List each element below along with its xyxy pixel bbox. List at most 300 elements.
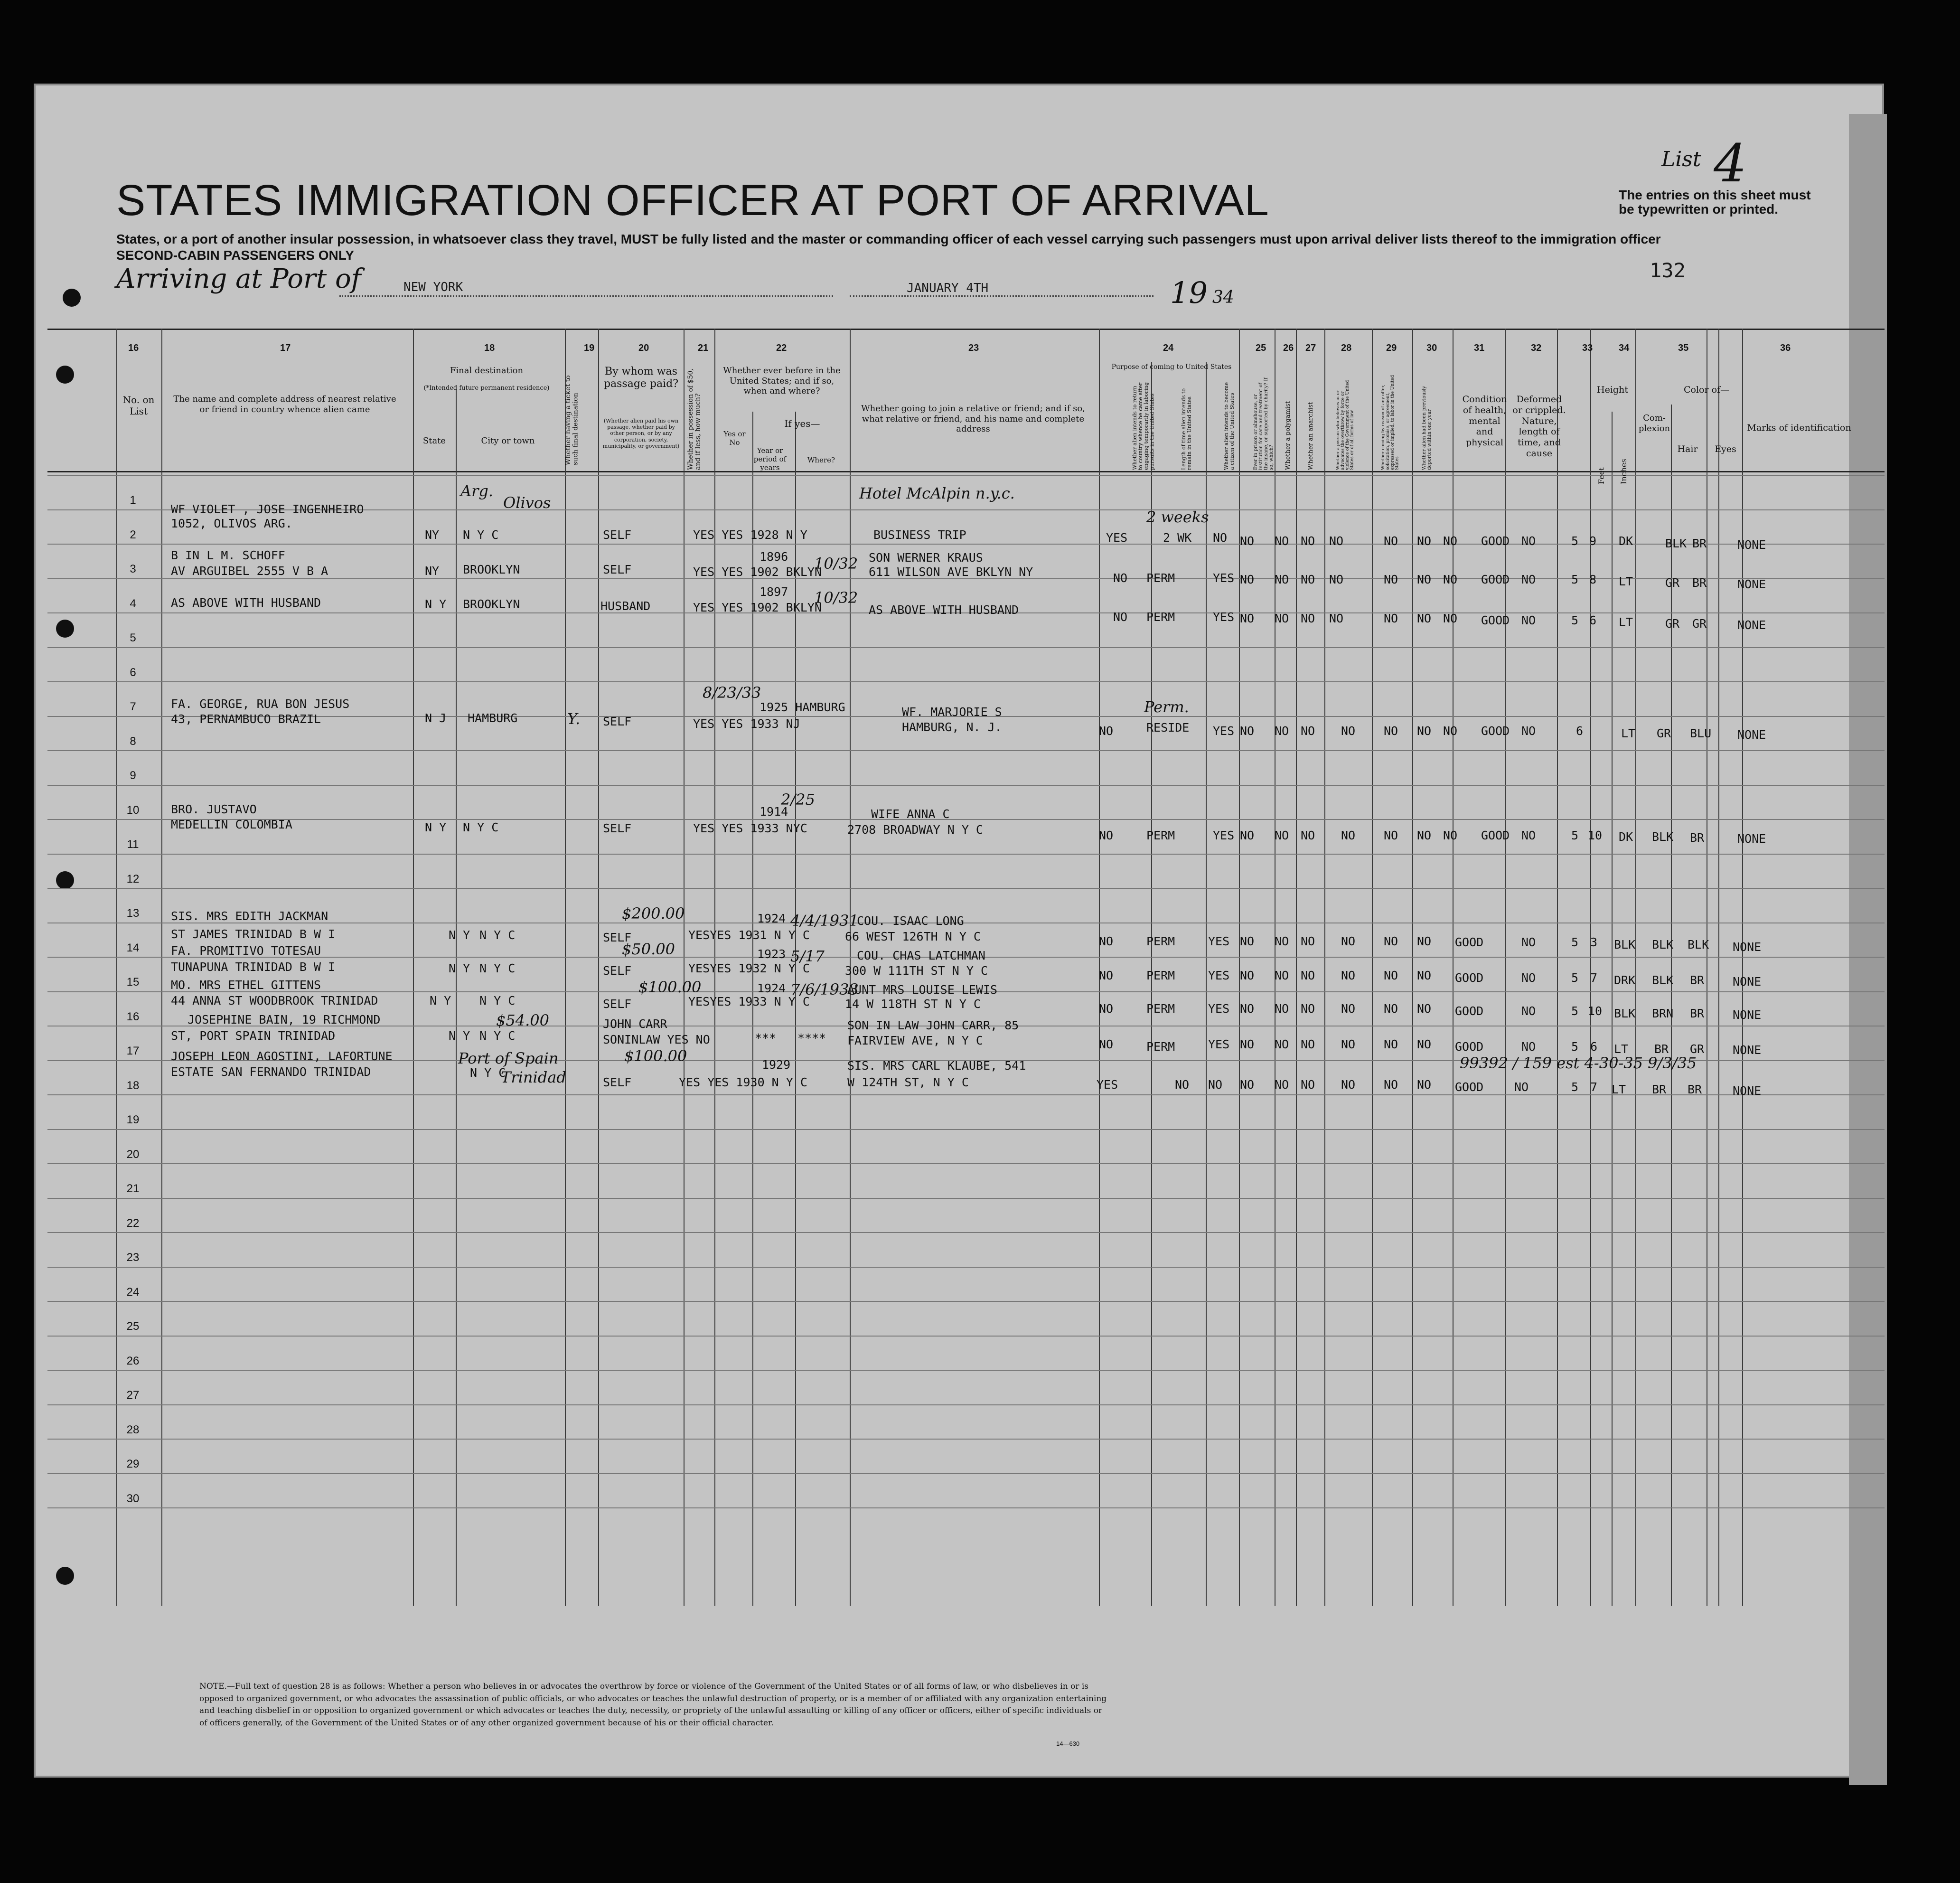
typed-entry: NO (1417, 934, 1432, 948)
header-instructions: States, or a port of another insular possession, in whatsoever class they travel, MUST be fully listed and the master or commanding officer of each vessel carrying such passengers must upon arrival deliver lists thereof to the immigration officer (116, 232, 1661, 246)
col-header-final-destination-note: (*Intended future permanent residence) (423, 385, 550, 392)
row-line (47, 1301, 1885, 1302)
handwritten-annotation: 10/32 (814, 555, 858, 573)
typed-entry: YES (1213, 724, 1235, 738)
typed-entry: NO (1240, 934, 1255, 948)
typed-entry: N Y (425, 597, 447, 611)
col-num-22: 22 (776, 343, 787, 353)
typed-entry: PERM (1146, 829, 1175, 842)
typed-entry: NO (1275, 612, 1289, 625)
typed-entry: NO (1417, 1037, 1432, 1051)
typed-entry: NO (1301, 1078, 1315, 1092)
typed-entry: GOOD (1455, 935, 1484, 949)
typed-entry: 1923 (757, 947, 786, 961)
handwritten-annotation: Olivos (503, 494, 551, 512)
typed-entry: HAMBURG (468, 711, 518, 725)
col-num-32: 32 (1531, 343, 1542, 353)
typed-entry: N Y C (479, 994, 516, 1007)
typed-entry: NO (1341, 829, 1356, 842)
handwritten-annotation: 2/25 (781, 791, 815, 809)
col-num-30: 30 (1426, 343, 1437, 353)
typed-entry: BR (1654, 1042, 1669, 1056)
typed-entry: GOOD (1455, 1040, 1484, 1054)
row-line (47, 1163, 1885, 1164)
typed-entry: NO (1301, 1002, 1315, 1016)
typed-entry: HAMBURG, N. J. (902, 720, 1002, 734)
col-num-21: 21 (698, 343, 709, 353)
col-num-27: 27 (1305, 343, 1316, 353)
typed-entry: YES YES 1933 NYC (693, 821, 807, 835)
typed-entry: 5 (1571, 573, 1579, 586)
typed-entry: NO (1275, 934, 1289, 948)
typed-entry: 1924 (757, 981, 786, 995)
typed-entry: YES YES 1902 BKLYN (693, 565, 822, 579)
typed-entry: 9 (1589, 534, 1597, 548)
typed-entry: NO (1099, 969, 1114, 982)
typed-entry: PERM (1146, 934, 1175, 948)
typed-entry: GOOD (1455, 1080, 1484, 1094)
col-header-relative: The name and complete address of nearest relative or friend in country whence alien came (173, 394, 396, 414)
row-number: 8 (130, 734, 136, 748)
row-number: 30 (126, 1492, 140, 1505)
typed-entry: BR (1690, 973, 1705, 987)
typed-entry: PERM (1146, 969, 1175, 982)
typed-entry: SELF (603, 931, 632, 944)
col-header-return: Whether alien intends to return to country whence he came after engaging temporarily in laboring pursuits in the United States (1132, 382, 1155, 470)
typed-entry: NO (1301, 724, 1315, 738)
typed-entry: BUSINESS TRIP (873, 528, 966, 542)
col-num-26: 26 (1283, 343, 1294, 353)
typed-entry: NO (1384, 1002, 1398, 1016)
typed-entry: NO (1175, 1078, 1190, 1092)
typed-entry: NO (1384, 534, 1398, 548)
typed-entry: PERM (1146, 610, 1175, 624)
typed-entry: NONE (1733, 1084, 1762, 1098)
typed-entry: NO (1329, 573, 1344, 586)
col-header-deformed: Deformed or crippled. Nature, length of time, and cause (1512, 394, 1566, 459)
row-number: 19 (126, 1113, 140, 1126)
typed-entry: NO (1521, 1040, 1536, 1054)
typed-entry: JOSEPHINE BAIN, 19 RICHMOND (188, 1013, 381, 1026)
typed-entry: N Y C (463, 820, 499, 834)
typed-entry: NO (1384, 573, 1398, 586)
typed-entry: 5 (1571, 1040, 1579, 1054)
typed-entry: 1052, OLIVOS ARG. (171, 517, 292, 530)
typed-entry: *** (755, 1031, 777, 1045)
col-header-join-relative: Whether going to join a relative or friend; and if so, what relative or friend, and his name and complete address (861, 404, 1085, 434)
row-number: 20 (126, 1148, 140, 1161)
row-line (47, 750, 1885, 751)
col-header-passage-paid: By whom was passage paid? (603, 366, 679, 390)
row-number: 15 (126, 976, 140, 989)
row-number: 11 (127, 838, 139, 851)
typed-entry: 1897 (760, 585, 788, 599)
typed-entry: NO (1099, 1002, 1114, 1016)
typed-entry: NO (1417, 1002, 1432, 1016)
col-num-24: 24 (1163, 343, 1174, 353)
typed-entry: 5 (1571, 613, 1579, 627)
col-header-marks: Marks of identification (1747, 423, 1851, 433)
row-number: 28 (126, 1423, 140, 1436)
typed-entry: SONINLAW YES NO (603, 1033, 710, 1046)
typed-entry: WF. MARJORIE S (902, 705, 1002, 719)
typed-entry: GR (1665, 576, 1680, 590)
typed-entry: NONE (1737, 832, 1766, 846)
typed-entry: NO (1099, 934, 1114, 948)
punch-hole (63, 289, 81, 307)
form-number: 14—630 (1056, 1740, 1080, 1747)
typed-entry: NONE (1737, 538, 1766, 552)
row-number: 29 (126, 1458, 140, 1470)
typed-entry: NO (1443, 612, 1458, 625)
col-header-yes-no: Yes or No (723, 430, 746, 447)
typed-entry: GR (1692, 617, 1707, 631)
typed-entry: FAIRVIEW AVE, N Y C (847, 1034, 983, 1047)
typed-entry: NO (1443, 573, 1458, 586)
typed-entry: NO (1417, 969, 1432, 982)
row-number: 21 (126, 1182, 140, 1195)
typed-entry: NO (1301, 829, 1315, 842)
col-header-polygamist: Whether a polygamist (1285, 401, 1292, 470)
typed-entry: BR (1690, 831, 1705, 845)
typed-entry: 1896 (760, 550, 788, 564)
handwritten-annotation: $50.00 (622, 940, 675, 958)
col-header-purpose: Purpose of coming to United States (1111, 363, 1232, 371)
col-header-q28: Whether a person who believes in or advocates the overthrow by force or violence of the Government of the United States or of all forms of law (1336, 380, 1355, 470)
typed-entry: NO (1443, 829, 1458, 842)
typed-entry: BLK (1688, 938, 1709, 951)
port-line (339, 295, 833, 297)
typed-entry: NO (1521, 534, 1536, 548)
handwritten-annotation: $200.00 (622, 904, 685, 923)
row-number: 14 (126, 941, 140, 954)
typed-entry: YES YES 1930 N Y C (679, 1075, 807, 1089)
col-header-citizen: Whether alien intends to become a citizen of the United States (1223, 382, 1236, 470)
typed-entry: LT (1621, 726, 1636, 740)
col-num-34: 34 (1619, 343, 1630, 353)
typed-entry: BRN (1652, 1007, 1674, 1020)
typed-entry: ESTATE SAN FERNANDO TRINIDAD (171, 1065, 371, 1079)
col-num-20: 20 (638, 343, 649, 353)
typed-entry: YESYES 1931 N Y C (688, 928, 810, 942)
typed-entry: SON WERNER KRAUS (869, 551, 983, 565)
page-number: 132 (1650, 259, 1686, 282)
typed-entry: BROOKLYN (463, 563, 520, 576)
typed-entry: B IN L M. SCHOFF (171, 548, 285, 562)
typed-entry: 1924 (757, 912, 786, 925)
typed-entry: 2708 BROADWAY N Y C (847, 823, 983, 837)
col-header-where: Where? (807, 456, 835, 464)
typed-entry: NO (1384, 724, 1398, 738)
typed-entry: NO (1240, 1078, 1255, 1092)
col-num-18: 18 (484, 343, 495, 353)
typed-entry: HUSBAND (600, 599, 651, 613)
typed-entry: N Y (449, 961, 470, 975)
typed-entry: N Y C (479, 1029, 516, 1043)
handwritten-annotation: 10/32 (814, 589, 858, 607)
typed-entry: DK (1619, 830, 1633, 844)
typed-entry: BR (1688, 1083, 1702, 1096)
typed-entry: ST, PORT SPAIN TRINIDAD (171, 1029, 336, 1043)
typed-entry: 1929 (762, 1058, 791, 1072)
typed-entry: N Y (449, 1029, 470, 1043)
page-title: STATES IMMIGRATION OFFICER AT PORT OF ARRIVAL (116, 176, 1269, 225)
arrival-date: JANUARY 4TH (907, 281, 989, 295)
typed-entry: GOOD (1481, 829, 1510, 842)
typed-entry: NO (1417, 829, 1432, 842)
typed-entry: SIS. MRS EDITH JACKMAN (171, 909, 328, 923)
row-line (47, 854, 1885, 855)
row-number: 7 (130, 700, 136, 713)
typed-entry: BROOKLYN (463, 597, 520, 611)
typed-entry: GR (1665, 617, 1680, 631)
typed-entry: GOOD (1481, 613, 1510, 627)
typed-entry: YES (1213, 571, 1235, 585)
typed-entry: 66 WEST 126TH N Y C (845, 930, 981, 943)
typed-entry: COU. ISAAC LONG (857, 914, 964, 928)
typed-entry: BRO. JUSTAVO (171, 802, 257, 816)
row-line (47, 647, 1885, 648)
typed-entry: YES (1208, 969, 1230, 982)
typed-entry: NO (1521, 1004, 1536, 1018)
typed-entry: BLK (1652, 938, 1674, 951)
row-number: 1 (130, 494, 136, 507)
col-header-inches: Inches (1619, 459, 1628, 484)
typed-entry: SELF (603, 715, 632, 728)
typed-entry: NONE (1737, 618, 1766, 632)
typed-entry: NONE (1733, 940, 1762, 954)
typed-entry: NO (1417, 534, 1432, 548)
col-header-complexion: Com-plexion (1638, 413, 1670, 433)
typed-entry: NO (1384, 1037, 1398, 1051)
typed-entry: 7 (1590, 1080, 1598, 1094)
typed-entry: NO (1521, 573, 1536, 586)
row-line (47, 1404, 1885, 1405)
col-num-23: 23 (968, 343, 979, 353)
typed-entry: RESIDE (1146, 721, 1190, 734)
typed-entry: NO (1240, 1037, 1255, 1051)
handwritten-annotation: 5/17 (790, 947, 825, 965)
typed-entry: 1914 (760, 805, 788, 819)
row-number: 9 (130, 769, 136, 782)
typed-entry: BLK (1665, 537, 1687, 550)
typed-entry: NO (1240, 573, 1255, 586)
row-number: 27 (126, 1389, 140, 1402)
typed-entry: YESYES 1932 N Y C (688, 961, 810, 975)
header-class: SECOND-CABIN PASSENGERS ONLY (116, 248, 354, 263)
date-line (850, 295, 1153, 297)
typed-entry: 2 WK (1163, 531, 1192, 545)
typed-entry: JOHN CARR (603, 1017, 667, 1031)
typed-entry: BLK (1652, 830, 1674, 844)
typed-entry: NO (1521, 971, 1536, 985)
handwritten-annotation: Port of Spain (458, 1049, 559, 1067)
row-number: 3 (130, 563, 136, 575)
row-line (47, 888, 1885, 889)
typed-entry: LT (1619, 574, 1633, 588)
typed-entry: NO (1521, 829, 1536, 842)
typed-entry: NO (1275, 1078, 1289, 1092)
typed-entry: YES YES 1933 NJ (693, 717, 800, 731)
typed-entry: ST JAMES TRINIDAD B W I (171, 927, 336, 941)
typed-entry: NO (1208, 1078, 1223, 1092)
col-header-money: Whether in possession of $50, and if less, how much? (687, 368, 702, 470)
row-number: 16 (126, 1010, 140, 1023)
typed-entry: NO (1275, 534, 1289, 548)
typed-entry: AS ABOVE WITH HUSBAND (171, 596, 321, 610)
typed-entry: NY (425, 528, 440, 542)
handwritten-annotation: Trinidad (501, 1068, 566, 1086)
typed-entry: NO (1417, 1078, 1432, 1092)
typed-entry: 6 (1590, 1040, 1598, 1054)
typed-entry: 10 (1588, 829, 1603, 842)
typed-entry: PERM (1146, 1040, 1175, 1054)
list-number: 4 (1714, 133, 1747, 194)
typed-entry: NO (1384, 969, 1398, 982)
typed-entry: NO (1275, 1037, 1289, 1051)
typed-entry: NO (1301, 612, 1315, 625)
list-label: List (1661, 147, 1701, 171)
typed-entry: BR (1652, 1083, 1667, 1096)
typed-entry: NO (1341, 1037, 1356, 1051)
arrival-port: NEW YORK (403, 280, 463, 294)
col-header-final-destination: Final destination (450, 366, 524, 376)
typed-entry: 6 (1576, 724, 1584, 738)
typed-entry: SELF (603, 997, 632, 1011)
typed-entry: NO (1301, 934, 1315, 948)
col-header-color: Color of— (1683, 385, 1730, 395)
typed-entry: NO (1301, 1037, 1315, 1051)
col-header-passage-paid-note: (Whether alien paid his own passage, whether paid by other person, or by any corporation, society, municipality, or government) (602, 418, 680, 449)
typed-entry: GOOD (1481, 573, 1510, 586)
typed-entry: 5 (1571, 534, 1579, 548)
row-number: 4 (130, 597, 136, 610)
typed-entry: LT (1619, 615, 1633, 629)
handwritten-annotation: 8/23/33 (703, 684, 761, 702)
typed-entry: 44 ANNA ST WOODBROOK TRINIDAD (171, 994, 378, 1007)
handwritten-annotation: 2 weeks (1146, 508, 1209, 526)
handwritten-annotation: Hotel McAlpin n.y.c. (859, 484, 1015, 502)
typed-entry: 14 W 118TH ST N Y C (845, 997, 981, 1011)
typed-entry: NO (1213, 531, 1228, 545)
typed-entry: NO (1113, 610, 1128, 624)
typed-entry: NO (1329, 534, 1344, 548)
typed-entry: YES (1097, 1078, 1118, 1092)
row-number: 10 (126, 803, 140, 817)
col-header-prison: Ever in prison or almshouse, or institution for care and treatment of the insane, or supported by charity? If so, which? (1253, 377, 1274, 470)
typed-entry: NO (1275, 724, 1289, 738)
typed-entry: NO (1301, 573, 1315, 586)
row-number: 26 (126, 1354, 140, 1367)
row-line (47, 1094, 1885, 1095)
typed-entry: N Y (449, 928, 470, 942)
typed-entry: DRK (1614, 973, 1636, 987)
typed-entry: WIFE ANNA C (871, 807, 950, 821)
typed-entry: 5 (1571, 1004, 1579, 1018)
arriving-label: Arriving at Port of (116, 264, 361, 294)
typed-entry: NO (1099, 1037, 1114, 1051)
typed-entry: NO (1341, 724, 1356, 738)
typed-entry: GR (1690, 1042, 1705, 1056)
handwritten-annotation: 7/6/1933 (790, 980, 859, 998)
col-header-city: City or town (481, 436, 535, 446)
footnote-question-28: NOTE.—Full text of question 28 is as follows: Whether a person who believes in or advocates the overthrow by force or violence of the Government of the United States or of all forms of law, or who disbelieves in or is opposed to organized government, or who advocates the assassination of public officials, or who advocates or teaches the unlawful destruction of property, or is a member of or affiliated with any organization entertaining and teaching disbelief in or opposition to organized government or which advocates or teaches the duty, necessity, or propriety of the unlawful assaulting or killing of any officer or officers, either of specific individuals or of officers generally, of the Government of the United States or of any other organized government because of his or their official character. (199, 1682, 1107, 1728)
typed-entry: GOOD (1481, 534, 1510, 548)
typed-entry: SON IN LAW JOHN CARR, 85 (847, 1018, 1019, 1032)
typed-entry: YES (1208, 1037, 1230, 1051)
typed-entry: NO (1443, 534, 1458, 548)
typed-entry: NO (1521, 613, 1536, 627)
row-number: 22 (126, 1216, 140, 1230)
typed-entry: GOOD (1481, 724, 1510, 738)
typed-entry: N Y C (479, 961, 516, 975)
typed-entry: COU. CHAS LATCHMAN (857, 949, 985, 962)
typed-entry: 5 (1571, 829, 1579, 842)
typed-entry: SELF (603, 563, 632, 576)
row-line (47, 785, 1885, 786)
typed-entry: SELF (603, 964, 632, 978)
col-header-health: Condition of health, mental and physical (1462, 394, 1507, 448)
handwritten-annotation: $100.00 (638, 978, 702, 996)
typed-entry: TUNAPUNA TRINIDAD B W I (171, 960, 336, 974)
typed-entry: NO (1341, 1002, 1356, 1016)
typed-entry: FA. PROMITIVO TOTESAU (171, 944, 321, 958)
col-num-16: 16 (128, 343, 139, 353)
typed-entry: 611 WILSON AVE BKLYN NY (869, 565, 1033, 579)
typed-entry: LT (1614, 1042, 1629, 1056)
typewritten-note-1: The entries on this sheet must (1619, 188, 1811, 202)
typed-entry: BLK (1614, 1007, 1636, 1020)
col-header-if-yes: If yes— (784, 418, 820, 429)
typed-entry: PERM (1146, 1002, 1175, 1016)
typed-entry: JOSEPH LEON AGOSTINI, LAFORTUNE (171, 1049, 393, 1063)
typewritten-note-2: be typewritten or printed. (1619, 202, 1779, 217)
row-line (47, 1507, 1885, 1508)
typed-entry: MEDELLIN COLOMBIA (171, 818, 292, 831)
col-header-hair: Hair (1677, 444, 1698, 454)
typed-entry: BLK (1652, 973, 1674, 987)
row-line (47, 1198, 1885, 1199)
handwritten-annotation: Perm. (1144, 698, 1189, 716)
row-line (47, 1336, 1885, 1337)
typed-entry: BLU (1690, 726, 1712, 740)
handwritten-annotation: 4/4/1931 (790, 912, 859, 930)
typed-entry: 7 (1590, 971, 1598, 985)
typed-entry: NO (1275, 573, 1289, 586)
typed-entry: NONE (1733, 975, 1762, 989)
typed-entry: WF VIOLET , JOSE INGENHEIRO (171, 502, 364, 516)
typed-entry: NO (1240, 1002, 1255, 1016)
typed-entry: N Y C (479, 928, 516, 942)
row-line (47, 819, 1885, 820)
typed-entry: NO (1240, 969, 1255, 982)
typed-entry: NONE (1737, 577, 1766, 591)
handwritten-annotation: $100.00 (624, 1047, 687, 1065)
typed-entry: W 124TH ST, N Y C (847, 1075, 969, 1089)
typed-entry: SELF (603, 1075, 632, 1089)
typed-entry: NO (1275, 969, 1289, 982)
row-line (47, 1129, 1885, 1130)
row-line (47, 681, 1885, 682)
typed-entry: AV ARGUIBEL 2555 V B A (171, 564, 328, 578)
typed-entry: NO (1113, 571, 1128, 585)
typed-entry: NONE (1733, 1008, 1762, 1022)
handwritten-annotation: Y. (567, 710, 581, 728)
typed-entry: 1925 HAMBURG (760, 700, 845, 714)
row-line (47, 544, 1885, 545)
typed-entry: NO (1329, 612, 1344, 625)
typed-entry: NO (1240, 612, 1255, 625)
